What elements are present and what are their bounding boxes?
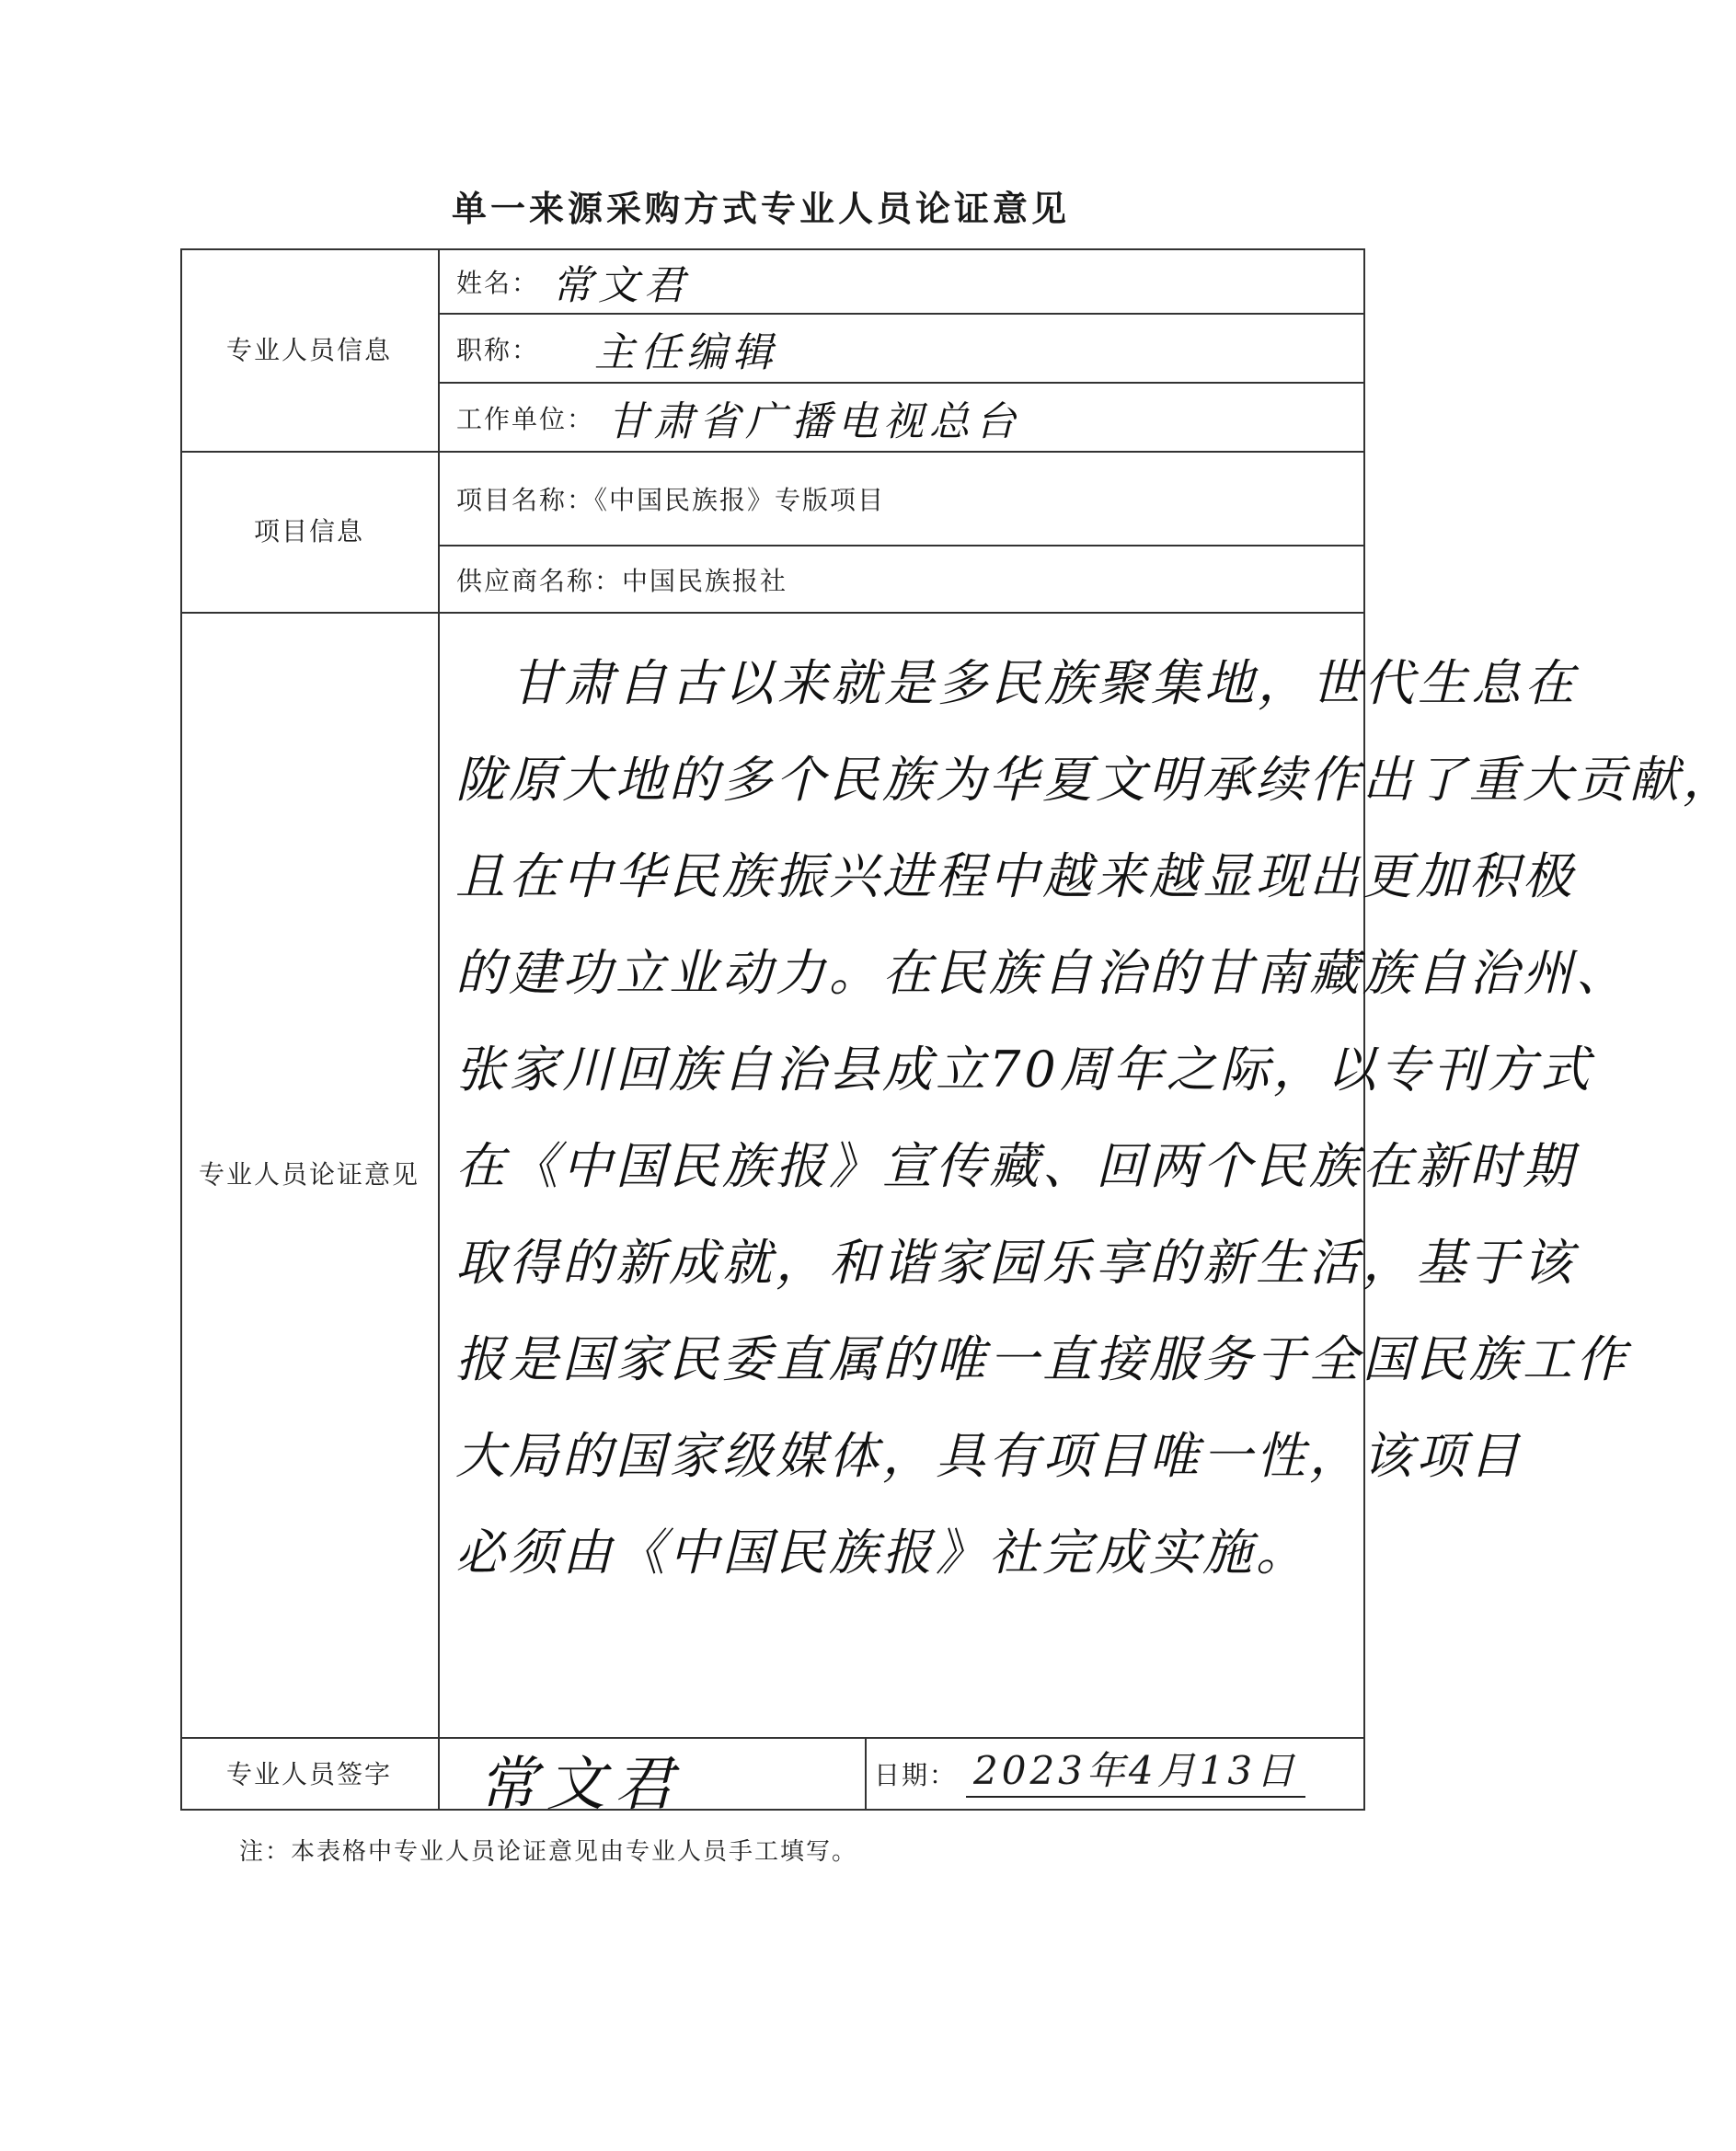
title-value: 主任编辑: [594, 328, 779, 376]
footnote: 注：本表格中专业人员论证意见由专业人员手工填写。: [239, 1838, 858, 1866]
opinion-label: [193, 614, 425, 1737]
unit-value: 甘肃省广播电视总台: [607, 397, 1022, 445]
opinion-line: 报是国家民委直属的唯一直接服务于全国民族工作: [455, 1330, 1629, 1388]
handwritten-signature: 常文君: [478, 1751, 683, 1819]
name-field: [456, 250, 690, 313]
opinion-line: 大局的国家级媒体，具有项目唯一性，该项目: [455, 1427, 1523, 1485]
opinion-line: 张家川回族自治县成立70周年之际，以专刊方式: [455, 1041, 1593, 1099]
column-divider: [438, 248, 440, 1811]
supplier-name: 供应商名称：中国民族报社: [456, 565, 788, 596]
opinion-line: 甘肃自古以来就是多民族聚集地，世代生息在: [511, 654, 1578, 712]
name-value: 常文君: [552, 262, 691, 309]
unit-field: [456, 384, 1021, 451]
title-field: [456, 315, 778, 382]
document-title: 单一来源采购方式专业人员论证意见: [451, 189, 1070, 229]
opinion-line: 必须由《中国民族报》社完成实施。: [455, 1524, 1309, 1582]
column-divider: [865, 1737, 867, 1811]
opinion-line: 且在中华民族振兴进程中越来越显现出更加积极: [455, 847, 1576, 905]
project-info-label: 项目信息: [253, 516, 364, 547]
name-label: 姓名：: [456, 268, 540, 298]
date-field: [874, 1741, 1305, 1798]
unit-label: 工作单位：: [456, 403, 595, 434]
title-label: 职称：: [456, 334, 540, 365]
date-label: 日期：: [874, 1760, 958, 1790]
expert-info-label: 专业人员信息: [225, 334, 392, 365]
opinion-label-text: 专业人员论证意见: [198, 1159, 420, 1191]
opinion-line: 取得的新成就，和谐家园乐享的新生活，基于该: [455, 1234, 1576, 1292]
opinion-line: 陇原大地的多个民族为华夏文明承续作出了重大贡献，: [455, 751, 1736, 809]
handwritten-opinion: [455, 635, 1736, 1601]
project-name: 项目名称：《中国民族报》专版项目: [456, 485, 886, 515]
opinion-line: 的建功立业动力。在民族自治的甘南藏族自治州、: [455, 944, 1629, 1002]
opinion-line: 在《中国民族报》宣传藏、回两个民族在新时期: [455, 1137, 1576, 1195]
signature-label: 专业人员签字: [225, 1758, 392, 1789]
date-value: 2023年4月13日: [966, 1741, 1305, 1798]
